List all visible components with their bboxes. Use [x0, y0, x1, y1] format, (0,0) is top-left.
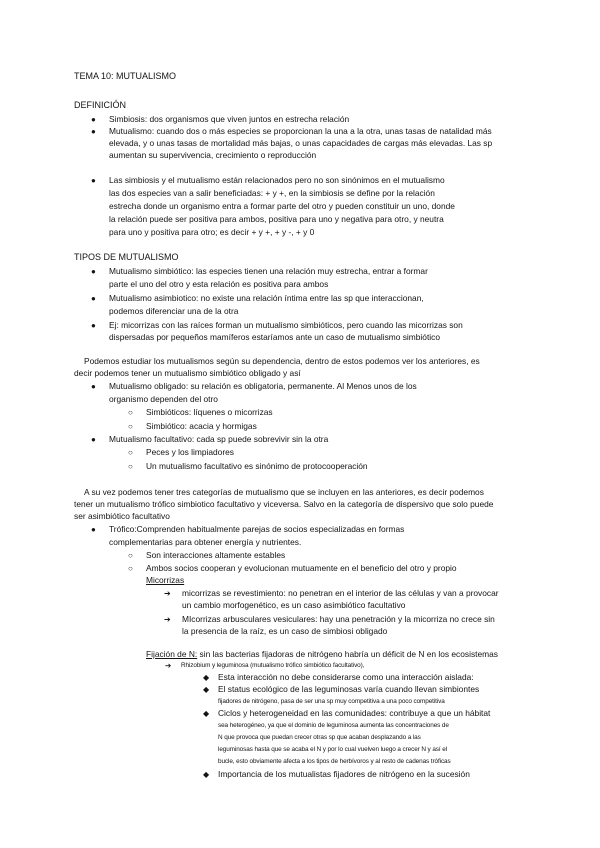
sub-list-item: Simbióticos: líquenes o micorrizas — [146, 407, 273, 417]
diamond-item: Ciclos y heterogeneidad en las comunidades: contribuye a que un hábitat — [218, 708, 491, 718]
circle-bullet-icon: ○ — [128, 462, 133, 471]
bullet-icon: ● — [91, 382, 96, 391]
sub-list-item: Un mutualismo facultativo es sinónimo de protocooperación — [146, 461, 368, 471]
arrow-icon: ➔ — [164, 589, 171, 598]
sub-list-item: Simbiótico: acacia y hormigas — [146, 421, 257, 431]
diamond-icon: ◆ — [203, 673, 210, 682]
list-item: podemos diferenciar una de la otra — [109, 306, 239, 316]
diamond-icon: ◆ — [203, 709, 210, 718]
list-item: las dos especies van a salir beneficiadas: + y +, en la simbiosis se define por la relación — [109, 188, 435, 198]
circle-bullet-icon: ○ — [128, 564, 133, 573]
list-item: Trófico:Comprenden habitualmente parejas de socios especializadas en formas — [109, 524, 405, 534]
diamond-item: leguminosas hasta que se acaba el N y por lo cual vuelven luego a crecer N y así el — [218, 746, 447, 753]
circle-bullet-icon: ○ — [128, 422, 133, 431]
list-item: Las simbiosis y el mutualismo están relacionados pero no son sinónimos en el mutualismo — [109, 175, 445, 185]
paragraph-line: Podemos estudiar los mutualismos según su dependencia, dentro de estos podemos ver los anteriores, es — [84, 356, 480, 366]
diamond-item: N que provoca que puedan crecer otras sp que acaban desplazando a las — [218, 734, 421, 741]
section-heading-tipos: TIPOS DE MUTUALISMO — [74, 252, 179, 262]
list-item: Mutualismo: cuando dos o más especies se proporcionan la una a la otra, unas tasas de natalidad más — [109, 126, 492, 136]
list-item: elevada, y o unas tasas de mortalidad más bajas, o unas capacidades de cargas más elevadas. Las sp — [109, 138, 493, 148]
list-item: complementarias para obtener energía y nutrientes. — [109, 537, 302, 547]
paragraph-line: tener un mutualismo trófico simbiotico facultativo y viceversa. Salvo en la categoría de dispersivo que solo puede — [74, 499, 494, 509]
arrow-icon: ➔ — [164, 615, 171, 624]
list-item: organismo dependen del otro — [109, 394, 218, 404]
micorrizas-label: Micorrizas — [146, 575, 185, 585]
diamond-icon: ◆ — [203, 685, 210, 694]
arrow-item: MIcorrizas arbusculares vesiculares: hay una penetración y la micorriza no crece sin — [182, 614, 495, 624]
list-item: Mutualismo facultativo: cada sp puede sobrevivir sin la otra — [109, 434, 329, 444]
rhizobium-line: Rhizobium y leguminosa (mutualismo trófico simbiótico facultativo), — [181, 662, 365, 669]
sub-list-item: Son interacciones altamente estables — [146, 550, 286, 560]
bullet-icon: ● — [91, 294, 96, 303]
bullet-icon: ● — [91, 127, 96, 136]
list-item: la relación puede ser positiva para ambos, positiva para uno y negativa para otro, y neutra — [109, 214, 444, 224]
fijacion-text: sin las bacterias fijadoras de nitrógeno habría un déficit de N en los ecosistemas — [197, 649, 498, 659]
list-item: Mutualismo simbiótico: las especies tienen una relación muy estrecha, entrar a formar — [109, 266, 428, 276]
sub-list-item: Peces y los limpiadores — [146, 447, 234, 457]
list-item: dispersadas por pequeños mamíferos estaríamos ante un caso de mutualismo simbiótico — [109, 332, 440, 342]
sub-list-item: Ambos socios cooperan y evolucionan mutuamente en el beneficio del otro y propio — [146, 563, 457, 573]
diamond-item: Importancia de los mutualistas fijadores de nitrógeno en la sucesión — [218, 769, 470, 779]
arrow-item: la presencia de la raíz, es un caso de simbiosi obligado — [182, 626, 388, 636]
fijacion-label: Fijación de N: — [146, 649, 198, 659]
list-item: Mutualismo asimbiotico: no existe una relación íntima entre las sp que interaccionan, — [109, 293, 424, 303]
bullet-icon: ● — [91, 115, 96, 124]
arrow-item: un cambio morfogenético, es un caso asimbiótico facultativo — [182, 600, 406, 610]
list-item: para uno y positiva para otro; es decir + y +, + y -, + y 0 — [109, 227, 315, 237]
list-item: parte el uno del otro y esta relación es positiva para ambos — [109, 279, 329, 289]
paragraph-line: A su vez podemos tener tres categorías de mutualismo que se incluyen en las anteriores, es decir podemos — [84, 487, 484, 497]
circle-bullet-icon: ○ — [128, 448, 133, 457]
diamond-item: sea heterogéneo, ya que el dominio de leguminosa aumenta las concentraciones de — [218, 722, 449, 729]
bullet-icon: ● — [91, 267, 96, 276]
arrow-icon: ➔ — [165, 661, 172, 670]
list-item: aumentan su supervivencia, crecimiento o reproducción — [109, 150, 317, 160]
document-title: TEMA 10: MUTUALISMO — [74, 71, 177, 81]
section-heading-definicion: DEFINICIÓN — [74, 100, 127, 110]
paragraph-line: ser asimbiótico facultativo — [74, 511, 170, 521]
circle-bullet-icon: ○ — [128, 408, 133, 417]
bullet-icon: ● — [91, 321, 96, 330]
list-item: Simbiosis: dos organismos que viven juntos en estrecha relación — [109, 114, 350, 124]
list-item: Mutualismo obligado: su relación es obligatoria, permanente. Al Menos unos de los — [109, 381, 417, 391]
arrow-item: micorrizas se revestimiento: no penetran en el interior de las células y van a provocar — [182, 588, 499, 598]
fijacion-line — [146, 649, 498, 660]
bullet-icon: ● — [91, 176, 96, 185]
bullet-icon: ● — [91, 525, 96, 534]
diamond-item: fijadores de nitrógeno, pasa de ser una sp muy competitiva a una poco competitiva — [218, 698, 445, 705]
bullet-icon: ● — [91, 435, 96, 444]
diamond-item: bucle, esto obviamente afecta a los tipos de herbívoros y al resto de cadenas tróficas — [218, 758, 451, 765]
paragraph-line: decir podemos tener un mutualismo simbiótico obligado y así — [74, 368, 301, 378]
diamond-icon: ◆ — [203, 770, 210, 779]
diamond-item: El status ecológico de las leguminosas varía cuando llevan simbiontes — [218, 684, 480, 694]
list-item: Ej: micorrizas con las raíces forman un mutualismo simbióticos, pero cuando las micorrizas son — [109, 320, 463, 330]
circle-bullet-icon: ○ — [128, 551, 133, 560]
list-item: estrecha donde un organismo entra a formar parte del otro y pueden constituir un uno, donde — [109, 201, 455, 211]
diamond-item: Esta interacción no debe considerarse como una interacción aislada: — [218, 672, 474, 682]
